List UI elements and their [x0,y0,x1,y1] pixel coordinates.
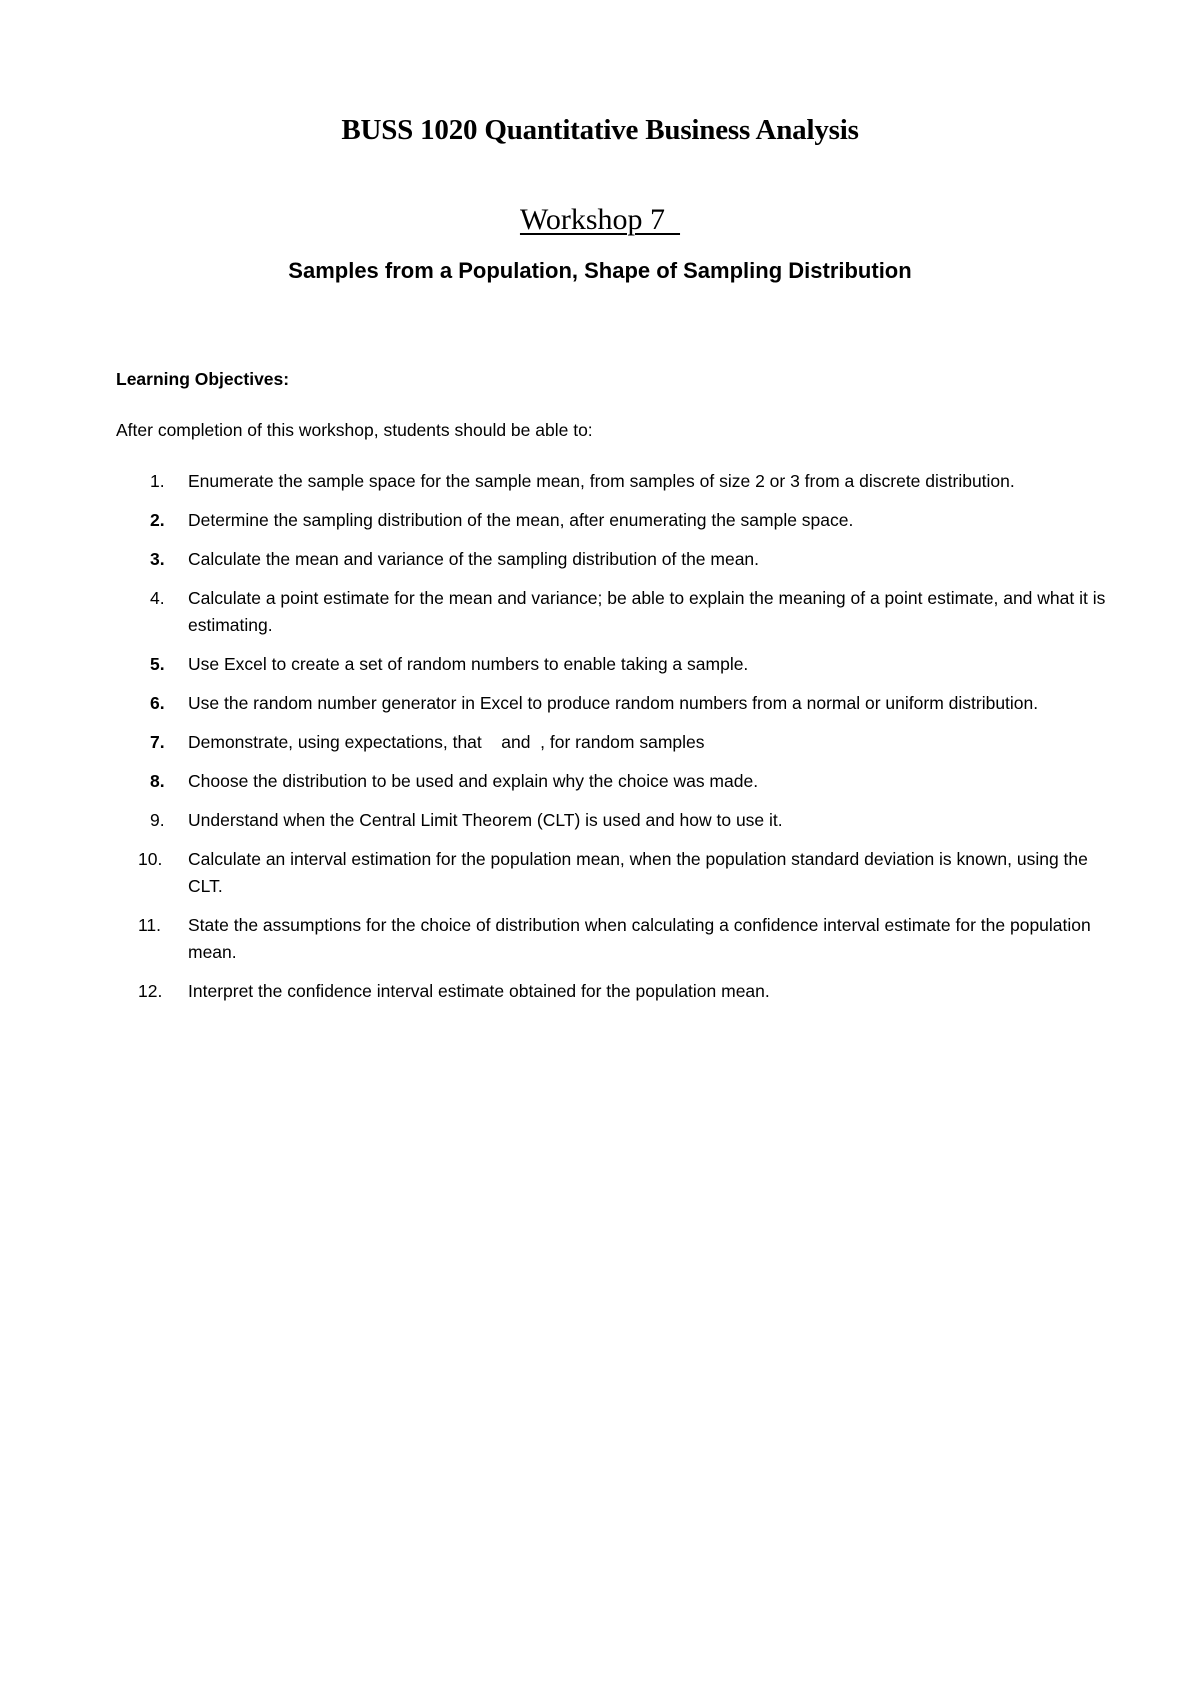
objective-item [116,978,1106,1005]
objective-number: 8. [150,771,165,791]
objective-item [116,846,1106,900]
objective-number: 3. [150,549,165,569]
objective-number: 1. [150,471,165,491]
objective-number: 11. [138,915,162,935]
objective-text: Determine the sampling distribution of the mean, after enumerating the sample space. [188,510,854,530]
objective-text: State the assumptions for the choice of distribution when calculating a confidence interval estimate for the population mean. [188,915,1091,962]
objective-number: 4. [150,588,165,608]
objective-text: Choose the distribution to be used and explain why the choice was made. [188,771,759,791]
objective-text: Use the random number generator in Excel to produce random numbers from a normal or uniform distribution. [188,693,1039,713]
course-title: BUSS 1020 Quantitative Business Analysis [341,114,859,146]
objective-text: Understand when the Central Limit Theorem (CLT) is used and how to use it. [188,810,783,830]
objective-text: Calculate a point estimate for the mean and variance; be able to explain the meaning of a point estimate, and what it is estimating. [188,588,1106,635]
objective-number: 6. [150,693,165,713]
objective-text: Calculate the mean and variance of the sampling distribution of the mean. [188,549,760,569]
objective-number: 12. [138,981,163,1001]
objective-item [116,690,1106,717]
objective-item [116,768,1106,795]
objectives-list [116,468,1106,1017]
objective-text: Enumerate the sample space for the sample mean, from samples of size 2 or 3 from a discrete distribution. [188,471,1015,491]
objective-item [116,468,1106,495]
objective-text: Demonstrate, using expectations, that and , for random samples [188,732,705,752]
objective-text: Interpret the confidence interval estimate obtained for the population mean. [188,981,770,1001]
objective-number: 2. [150,510,165,530]
workshop-title [0,202,1200,238]
objective-number: 5. [150,654,165,674]
objective-item [116,546,1106,573]
objective-item [116,912,1106,966]
objective-number: 10. [138,849,163,869]
objective-text: Use Excel to create a set of random numbers to enable taking a sample. [188,654,749,674]
objective-item [116,507,1106,534]
objective-item [116,651,1106,678]
objective-item [116,729,1106,756]
objective-text: Calculate an interval estimation for the population mean, when the population standard deviation is known, using the CLT. [188,849,1088,896]
objective-number: 7. [150,732,165,752]
objective-number: 9. [150,810,165,830]
intro-text: After completion of this workshop, students should be able to: [116,420,593,440]
subtitle: Samples from a Population, Shape of Sampling Distribution [288,258,912,283]
objective-item [116,585,1106,639]
workshop-title-text: Workshop 7 [519,203,681,236]
section-heading: Learning Objectives: [116,369,290,389]
objective-item [116,807,1106,834]
